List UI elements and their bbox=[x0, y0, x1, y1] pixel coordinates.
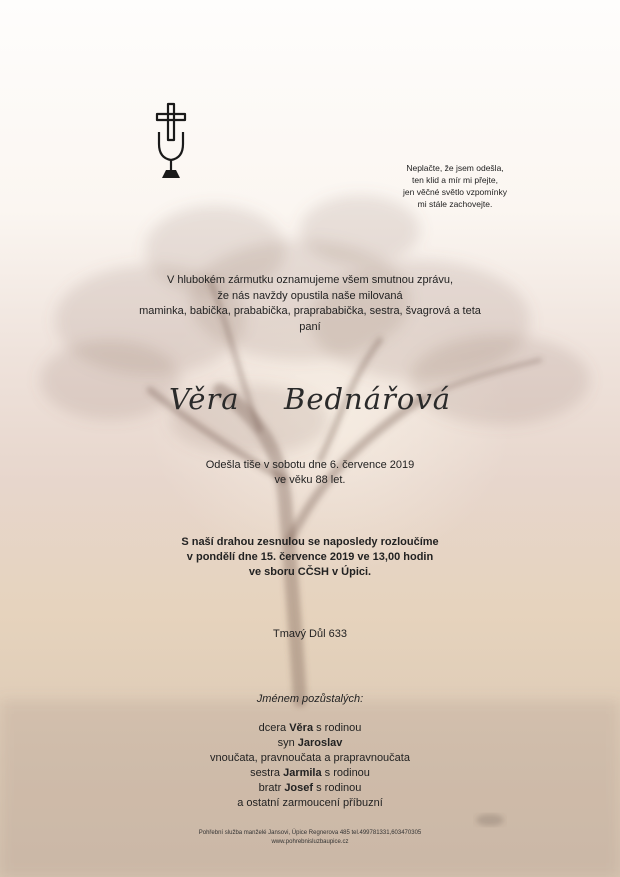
intro-line: V hlubokém zármutku oznamujeme všem smutnou zprávu, bbox=[166, 274, 454, 286]
intro-line: paní bbox=[299, 320, 321, 333]
poem-line: Neplačte, že jsem odešla, bbox=[406, 163, 504, 173]
funeral-service-footer bbox=[0, 829, 620, 847]
poem-line: ten klid a mír mi přejte, bbox=[412, 175, 498, 185]
funeral-line: ve sboru CČSH v Úpici. bbox=[248, 566, 372, 578]
poem-verse bbox=[360, 162, 550, 210]
funeral-details bbox=[0, 535, 620, 580]
poem-line: jen věčné světlo vzpomínky bbox=[403, 187, 507, 197]
mourner-line: a ostatní zarmoucení příbuzní bbox=[237, 797, 383, 809]
mourner-line: bratr Josef s rodinou bbox=[258, 782, 362, 794]
death-notice bbox=[0, 458, 620, 488]
mourner-line: vnoučata, pravnoučata a prapravnoučata bbox=[210, 752, 410, 764]
footer-contact: Pohřební služba manželé Jansovi, Úpice Regnerova 485 tel.499781331,603470305 bbox=[198, 830, 422, 836]
poem-line: mi stále zachovejte. bbox=[417, 199, 493, 209]
age-line: ve věku 88 let. bbox=[274, 474, 346, 486]
intro-line: že nás navždy opustila naše milovaná bbox=[217, 289, 403, 302]
deceased-name: Věra Bednářová bbox=[168, 382, 452, 416]
intro-line: maminka, babička, prababička, praprababička, sestra, švagrová a teta bbox=[139, 305, 481, 317]
funeral-line: S naší drahou zesnulou se naposledy rozloučíme bbox=[181, 536, 439, 548]
address: Tmavý Důl 633 bbox=[273, 628, 347, 640]
mourner-line: dcera Věra s rodinou bbox=[258, 722, 362, 734]
mourner-line: syn Jaroslav bbox=[277, 737, 343, 749]
announcement-intro bbox=[0, 273, 620, 335]
chalice-cross-icon bbox=[153, 102, 189, 180]
mourners-list bbox=[0, 721, 620, 811]
footer-website: www.pohrebnisluzbaupice.cz bbox=[271, 839, 349, 845]
funeral-line: v pondělí dne 15. července 2019 ve 13,00 hodin bbox=[186, 551, 434, 563]
death-date-line: Odešla tiše v sobotu dne 6. července 2019 bbox=[205, 459, 415, 471]
mourners-heading: Jménem pozůstalých: bbox=[256, 693, 364, 705]
mourner-line: sestra Jarmila s rodinou bbox=[250, 767, 370, 779]
